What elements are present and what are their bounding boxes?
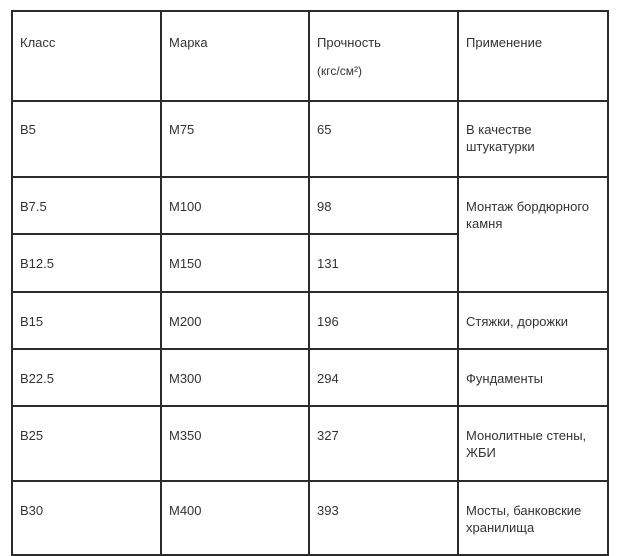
table-row: [12, 481, 608, 555]
cell-strength: 196: [309, 292, 458, 349]
cell-application: Фундаменты: [458, 349, 608, 406]
cell-strength: 131: [309, 234, 458, 292]
cell-class: В30: [12, 481, 161, 555]
table-row: [12, 349, 608, 406]
cell-application: Мосты, банковские хранилища: [458, 481, 608, 555]
cell-grade: М200: [161, 292, 309, 349]
table-row: [12, 406, 608, 481]
cell-class: В25: [12, 406, 161, 481]
cell-class: В12.5: [12, 234, 161, 292]
cell-grade: М100: [161, 177, 309, 234]
header-strength: [309, 11, 458, 101]
concrete-grade-table: [11, 10, 609, 556]
header-strength-label: Прочность: [317, 35, 381, 50]
cell-strength: 98: [309, 177, 458, 234]
cell-grade: М350: [161, 406, 309, 481]
table-row: [12, 292, 608, 349]
table-row: [12, 177, 608, 234]
cell-grade: М75: [161, 101, 309, 177]
cell-grade: М300: [161, 349, 309, 406]
cell-application: Монолитные стены, ЖБИ: [458, 406, 608, 481]
cell-application: Стяжки, дорожки: [458, 292, 608, 349]
cell-class: В15: [12, 292, 161, 349]
cell-strength: 294: [309, 349, 458, 406]
cell-class: В5: [12, 101, 161, 177]
cell-strength: 65: [309, 101, 458, 177]
cell-application: В качестве штукатурки: [458, 101, 608, 177]
header-grade: Марка: [161, 11, 309, 101]
cell-grade: М400: [161, 481, 309, 555]
header-strength-unit: (кгс/см²): [317, 64, 362, 78]
cell-grade: М150: [161, 234, 309, 292]
cell-class: В22.5: [12, 349, 161, 406]
table-row: [12, 101, 608, 177]
cell-strength: 327: [309, 406, 458, 481]
header-application: Применение: [458, 11, 608, 101]
cell-strength: 393: [309, 481, 458, 555]
cell-class: В7.5: [12, 177, 161, 234]
header-row: [12, 11, 608, 101]
header-class: Класс: [12, 11, 161, 101]
cell-application-merged: Монтаж бордюрного камня: [458, 177, 608, 292]
